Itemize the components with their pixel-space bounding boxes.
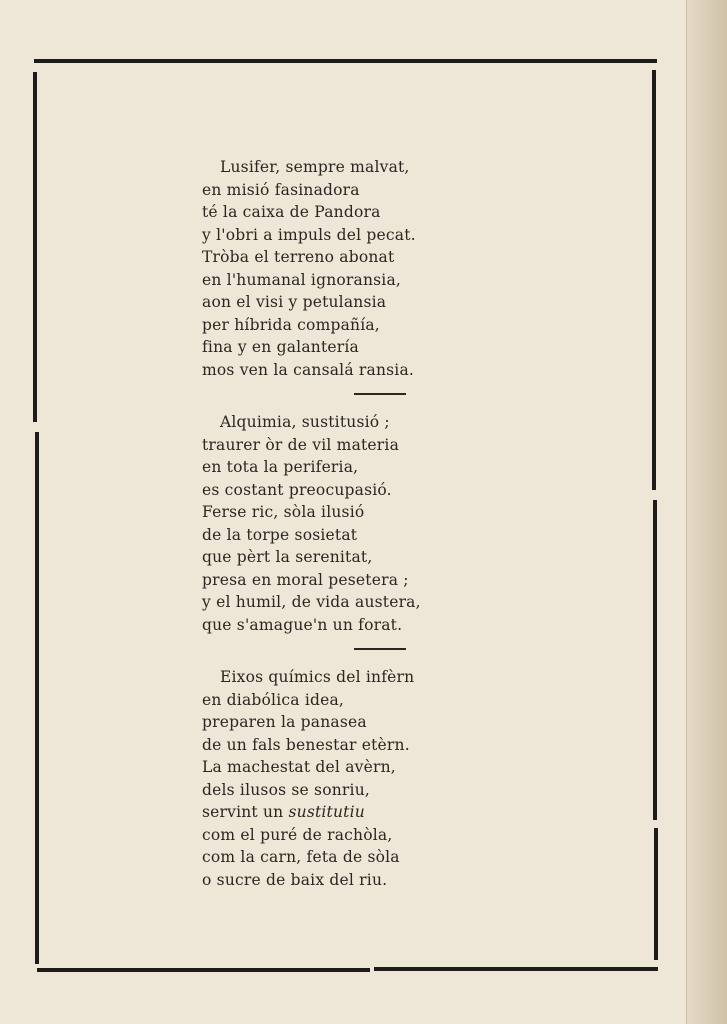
stanza-3	[202, 666, 462, 891]
poem-line: y el humil, de vida austera,	[202, 593, 421, 611]
poem-line: La machestat del avèrn,	[202, 758, 396, 776]
poem-line: presa en moral pesetera ;	[202, 570, 409, 589]
frame-bottom-border-left	[37, 968, 370, 972]
poem-line: que pèrt la serenitat,	[202, 548, 373, 566]
frame-top-border	[34, 59, 657, 63]
poem-line: que s'amague'n un forat.	[202, 615, 403, 634]
frame-bottom-border-right	[374, 967, 658, 971]
poem-line: mos ven la cansalá ransia.	[202, 360, 415, 379]
poem-line: en l'humanal ignoransia,	[202, 270, 402, 289]
poem-line: per híbrida compañía,	[202, 315, 380, 334]
frame-left-border-upper	[33, 72, 37, 422]
poem-line: Lusifer, sempre malvat,	[220, 158, 410, 176]
poem-line: Tròba el terreno abonat	[202, 248, 395, 266]
italic-word: sustitutiu	[288, 803, 365, 821]
poem-line: Eixos químics del infèrn	[220, 668, 415, 686]
poem-line: com la carn, feta de sòla	[202, 848, 400, 866]
stanza-2	[202, 411, 462, 636]
poem-line: y l'obri a impuls del pecat.	[202, 225, 416, 244]
poem-line: es costant preocupasió.	[202, 480, 392, 499]
poem-line: fina y en galantería	[202, 338, 359, 356]
poem-line: preparen la panasea	[202, 713, 367, 731]
poem-line: té la caixa de Pandora	[202, 203, 381, 221]
poem-line: Ferse ric, sòla ilusió	[202, 503, 365, 521]
poem-line: de la torpe sosietat	[202, 525, 358, 544]
frame-right-border-lower	[654, 828, 658, 960]
poem-line: Alquimia, sustitusió ;	[220, 413, 390, 431]
poem-line: en misió fasinadora	[202, 180, 360, 199]
frame-right-border-mid	[653, 500, 657, 820]
poem-line: com el puré de rachòla,	[202, 825, 393, 844]
poem-line: o sucre de baix del riu.	[202, 870, 388, 889]
frame-left-border-lower	[35, 432, 39, 964]
poem-line: aon el visi y petulansia	[202, 293, 387, 311]
poem-line	[202, 801, 462, 824]
poem-line: en diabólica idea,	[202, 690, 345, 709]
poem-line: en tota la periferia,	[202, 458, 359, 476]
stanza-1	[202, 156, 462, 381]
page-edge	[686, 0, 727, 1024]
poem-line: de un fals benestar etèrn.	[202, 735, 410, 754]
poem	[202, 156, 462, 891]
stanza-separator	[354, 393, 406, 395]
poem-line-text: servint un	[202, 803, 289, 821]
poem-line: dels ilusos se sonriu,	[202, 780, 370, 799]
stanza-separator	[354, 648, 406, 650]
frame-right-border-upper	[652, 70, 656, 490]
poem-line: traurer òr de vil materia	[202, 435, 400, 454]
